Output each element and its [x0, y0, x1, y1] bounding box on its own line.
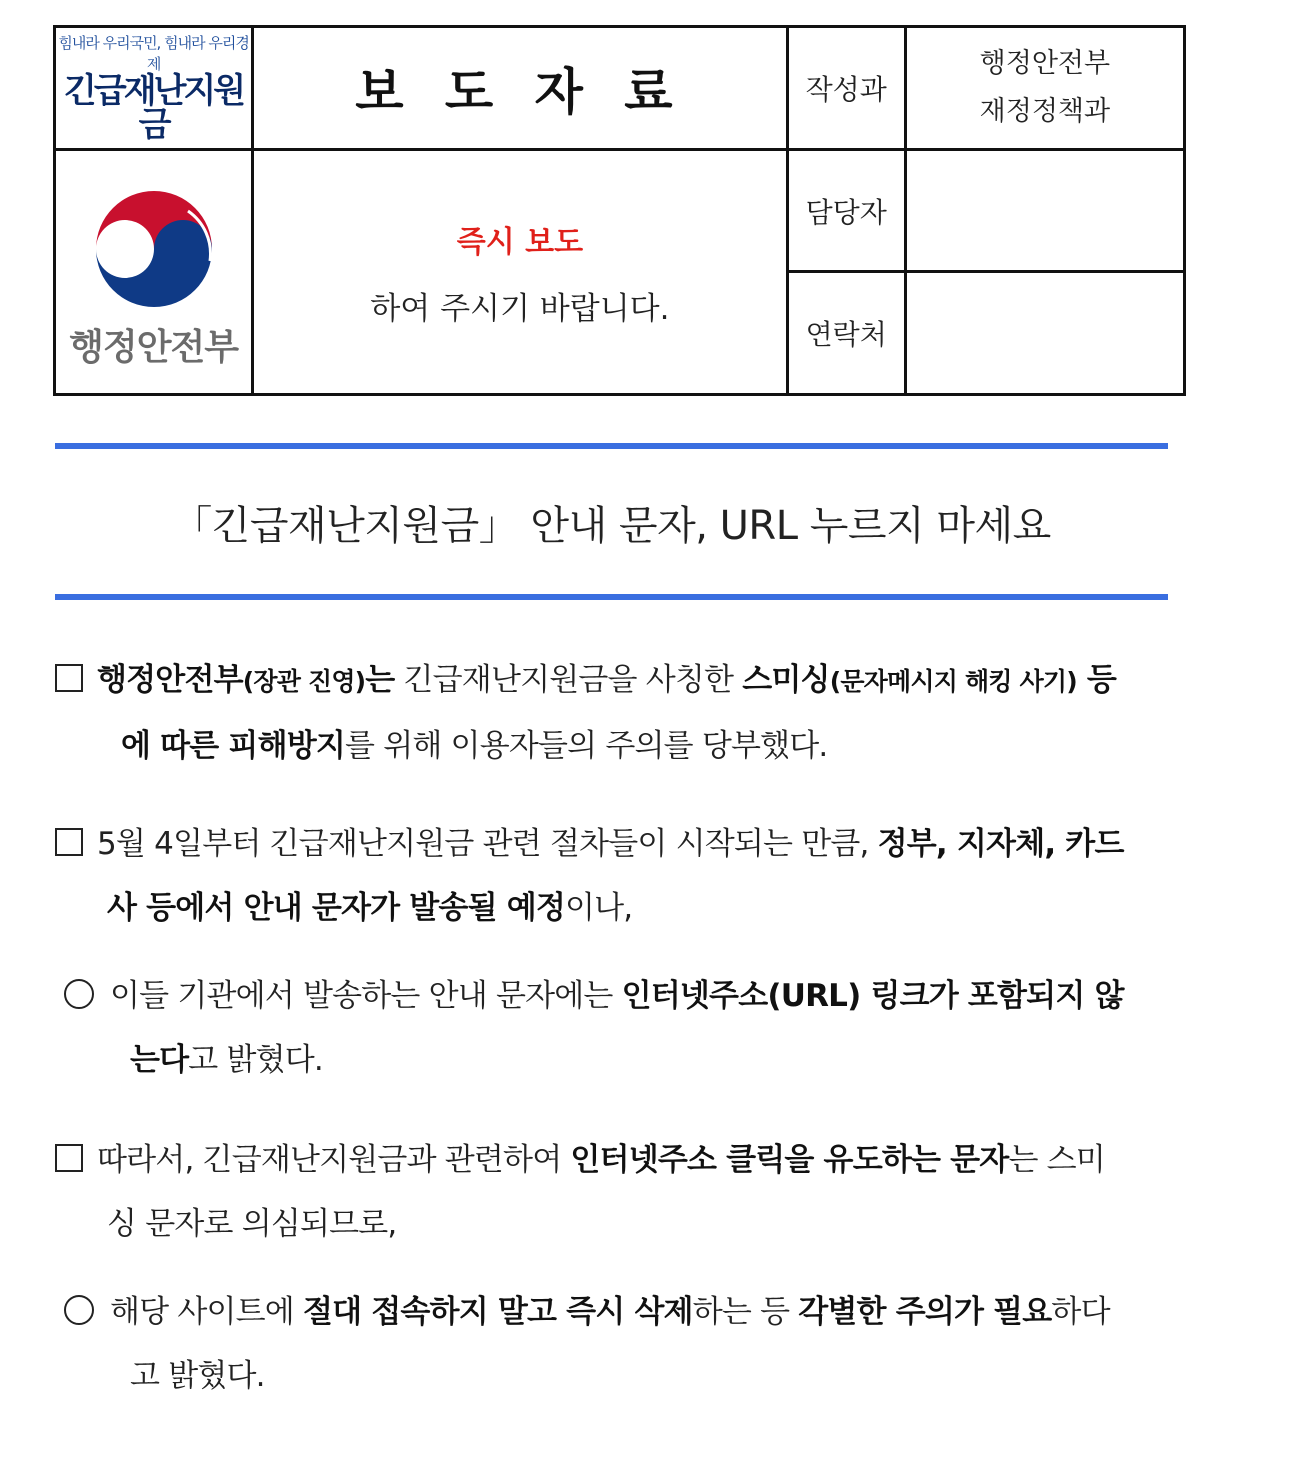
- campaign-banner: 긴급재난지원금: [64, 71, 244, 145]
- square-bullet-icon: [55, 664, 83, 692]
- bold-text: 등: [1076, 662, 1117, 698]
- body-text: 를 위해 이용자들의 주의를 당부했다.: [345, 728, 828, 764]
- body-text: 하다: [1051, 1294, 1110, 1330]
- doc-type-cell: [253, 27, 787, 150]
- paragraph-1: [55, 648, 1180, 778]
- bold-text: 인터넷주소 클릭을 유도하는 문자: [570, 1142, 1009, 1178]
- bold-text: 정부, 지자체, 카드: [877, 826, 1124, 862]
- body-text: 고 밝혔다.: [188, 1042, 323, 1078]
- paragraph-5: [64, 1280, 1180, 1408]
- body-text: 는 스미: [1008, 1142, 1105, 1178]
- body-text: 긴급재난지원금을 사칭한: [394, 662, 743, 698]
- dept-cell: [905, 27, 1184, 150]
- paragraph-4: [55, 1128, 1180, 1256]
- contact-label-cell: [787, 272, 905, 395]
- headline-bottom-rule: [55, 594, 1168, 600]
- square-bullet-icon: [55, 1144, 83, 1172]
- bold-small-text: (장관 진영): [242, 667, 366, 696]
- headline: 「긴급재난지원금」 안내 문자, URL 누르지 마세요: [172, 503, 1051, 549]
- dept-line-1: 행정안전부: [979, 48, 1111, 79]
- headline-top-rule: [55, 443, 1168, 449]
- body-text: 이들 기관에서 발송하는 안내 문자에는: [110, 978, 622, 1014]
- bold-text: 행정안전부: [97, 662, 243, 698]
- bold-text: 각별한 주의가 필요: [798, 1294, 1052, 1330]
- release-text: 하여 주시기 바랍니다.: [370, 290, 670, 327]
- body-text: 해당 사이트에: [110, 1294, 303, 1330]
- campaign-slogan: 힘내라 우리국민, 힘내라 우리경제: [58, 34, 249, 73]
- body-text: 따라서, 긴급재난지원금과 관련하여: [97, 1142, 571, 1178]
- body-text: 하는 등: [692, 1294, 799, 1330]
- taegeuk-emblem-icon: [92, 189, 216, 313]
- body-text: 싱 문자로 의심되므로,: [107, 1206, 397, 1242]
- bold-text: 절대 접속하지 말고 즉시 삭제: [302, 1294, 693, 1330]
- bold-small-text: (문자메시지 해킹 사기): [829, 667, 1077, 696]
- paragraph-2: [55, 812, 1180, 940]
- doc-type-title: 보 도 자 료: [355, 63, 685, 121]
- body-text: 5월 4일부터 긴급재난지원금 관련 절차들이 시작되는 만큼,: [97, 826, 878, 862]
- dept-line-2: 재정정책과: [979, 96, 1111, 127]
- bold-text: 인터넷주소(URL) 링크가 포함되지 않: [621, 978, 1124, 1014]
- campaign-logo-cell: [55, 27, 253, 150]
- person-label: 담당자: [805, 195, 887, 229]
- bold-text: 스미싱: [742, 662, 830, 698]
- square-bullet-icon: [55, 828, 83, 856]
- bold-text: 에 따른 피해방지: [121, 728, 346, 764]
- writer-label-cell: [787, 27, 905, 150]
- ministry-logo-cell: [55, 150, 253, 395]
- paragraph-3: [64, 964, 1180, 1092]
- bold-text: 는다: [130, 1042, 189, 1078]
- writer-label: 작성과: [805, 73, 887, 106]
- release-instruction-cell: [253, 150, 787, 395]
- contact-label: 연락처: [805, 318, 887, 351]
- release-highlight: 즉시 보도: [456, 224, 584, 260]
- body-text: 이나,: [565, 890, 633, 926]
- circle-bullet-icon: [64, 979, 94, 1009]
- bold-text: 는: [365, 662, 395, 698]
- person-value-cell: [905, 150, 1184, 272]
- bold-text: 사 등에서 안내 문자가 발송될 예정: [107, 890, 566, 926]
- body-text: 고 밝혔다.: [130, 1358, 265, 1394]
- person-label-cell: [787, 150, 905, 272]
- ministry-name: 행정안전부: [69, 326, 239, 368]
- press-release-header-table: [53, 25, 1186, 396]
- circle-bullet-icon: [64, 1295, 94, 1325]
- contact-value-cell: [905, 272, 1184, 395]
